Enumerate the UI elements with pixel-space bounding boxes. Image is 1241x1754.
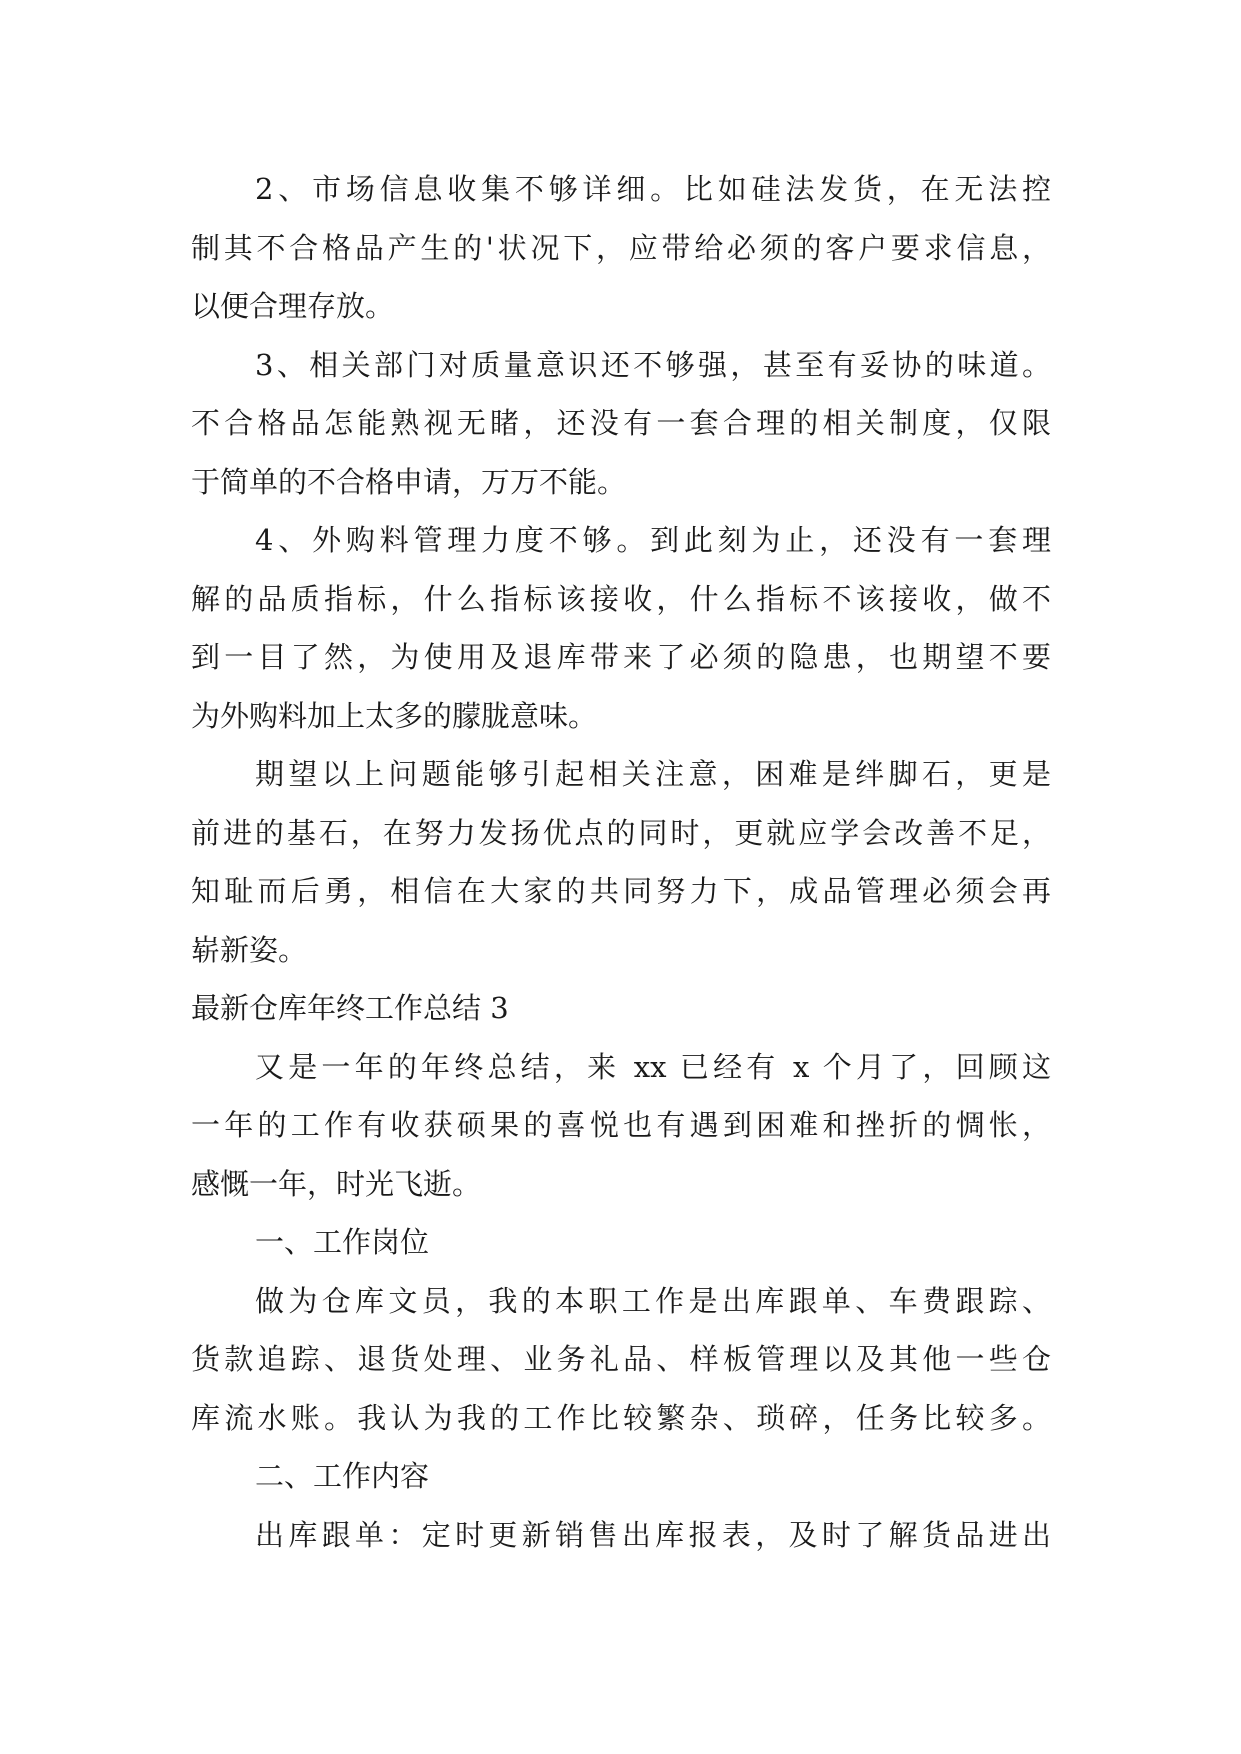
paragraph-line: 一年的工作有收获硕果的喜悦也有遇到困难和挫折的惆怅， — [191, 1108, 1051, 1142]
paragraph-line: 知耻而后勇，相信在大家的共同努力下，成品管理必须会再 — [191, 874, 1051, 908]
paragraph-line: 库流水账。我认为我的工作比较繁杂、琐碎，任务比较多。 — [191, 1400, 1051, 1435]
paragraph-line: 货款追踪、退货处理、业务礼品、样板管理以及其他一些仓 — [191, 1342, 1051, 1376]
paragraph-line: 崭新姿。 — [191, 932, 308, 967]
subsection-heading: 二、工作内容 — [255, 1459, 430, 1493]
paragraph-line: 2、市场信息收集不够详细。比如硅法发货，在无法控 — [255, 172, 1051, 206]
paragraph-line: 做为仓库文员，我的本职工作是出库跟单、车费跟踪、 — [255, 1283, 1051, 1318]
paragraph-line: 于简单的不合格申请，万万不能。 — [191, 464, 627, 499]
paragraph-line: 为外购料加上太多的朦胧意味。 — [191, 698, 598, 733]
paragraph-line: 出库跟单：定时更新销售出库报表，及时了解货品进出 — [255, 1517, 1051, 1552]
document-body — [191, 160, 1051, 1564]
paragraph-line: 感慨一年，时光飞逝。 — [191, 1166, 482, 1201]
paragraph-line: 又是一年的年终总结，来 xx 已经有 x 个月了，回顾这 — [255, 1049, 1051, 1084]
paragraph-line: 不合格品怎能熟视无睹，还没有一套合理的相关制度，仅限 — [191, 406, 1051, 440]
subsection-heading: 一、工作岗位 — [255, 1225, 430, 1259]
paragraph-line: 4、外购料管理力度不够。到此刻为止，还没有一套理 — [255, 523, 1051, 557]
paragraph-line: 3、相关部门对质量意识还不够强，甚至有妥协的味道。 — [255, 347, 1051, 382]
paragraph-line: 以便合理存放。 — [191, 289, 395, 323]
paragraph-line: 前进的基石，在努力发扬优点的同时，更就应学会改善不足， — [191, 815, 1051, 850]
paragraph-line: 制其不合格品产生的'状况下，应带给必须的客户要求信息， — [191, 230, 1051, 265]
paragraph-line: 到一目了然，为使用及退库带来了必须的隐患，也期望不要 — [191, 640, 1051, 674]
section-title: 最新仓库年终工作总结 3 — [191, 991, 509, 1025]
paragraph-line: 期望以上问题能够引起相关注意，困难是绊脚石，更是 — [255, 757, 1051, 791]
paragraph-line: 解的品质指标，什么指标该接收，什么指标不该接收，做不 — [191, 581, 1051, 616]
